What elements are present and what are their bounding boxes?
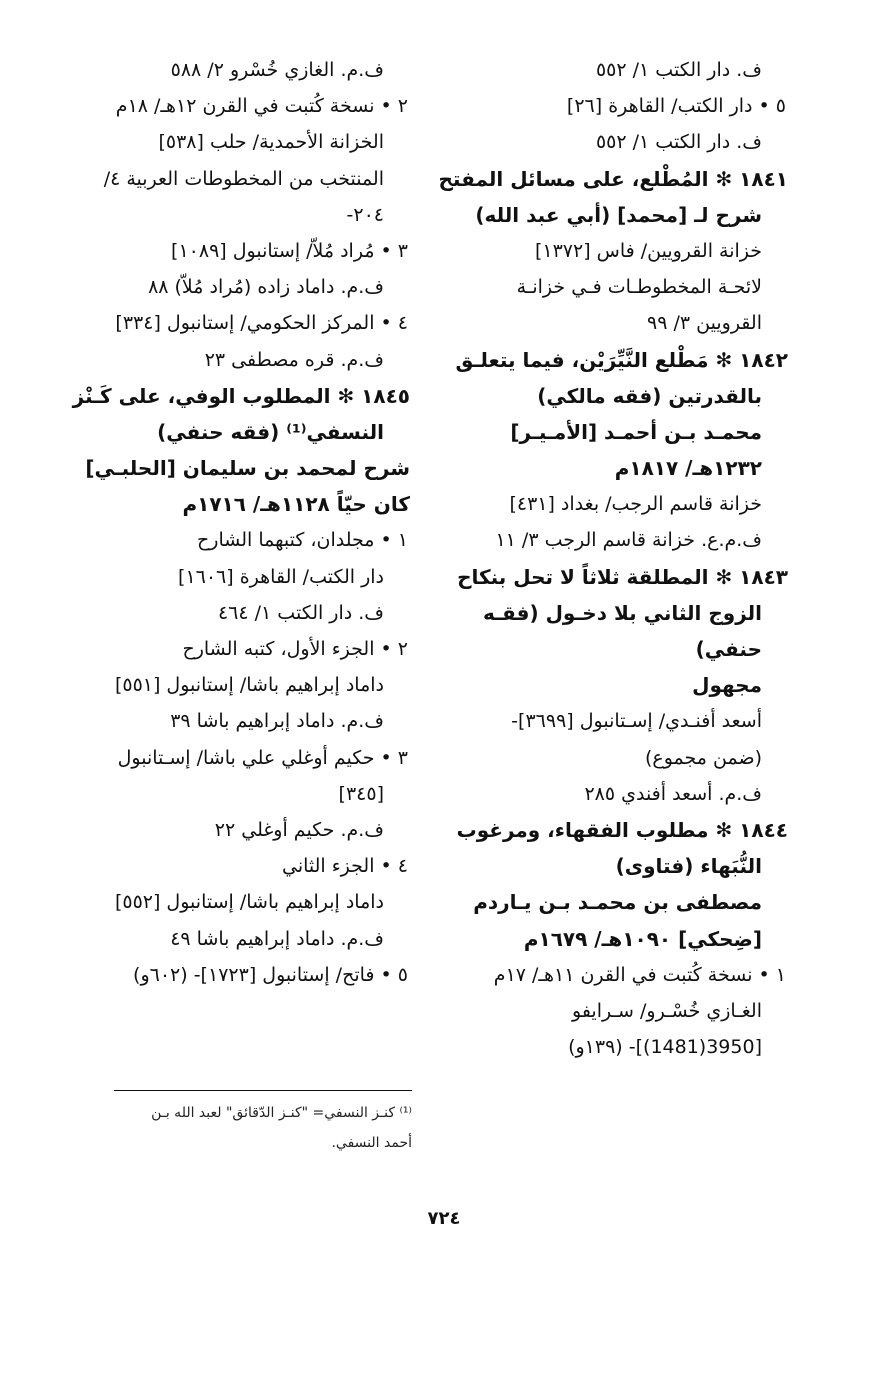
text-line: ف. دار الكتب ١/ ٤٦٤ xyxy=(217,601,384,624)
text-line: (ضمن مجموع) xyxy=(644,746,762,769)
text-line: ١ • مجلدان، كتبهما الشارح xyxy=(197,529,408,552)
text-line: ف.م. الغازي خُسْرو ٢/ ٥٨٨ xyxy=(170,59,384,81)
text-line: ف.م. قره مصطفى ٢٣ xyxy=(204,348,384,371)
text-line: ف.م. داماد إبراهيم باشا ٤٩ xyxy=(170,927,384,950)
text-line: ١٨٤٤ ✻ مطلوب الفقهاء، ومرغوب xyxy=(456,817,788,842)
footnote-line: ⁽¹⁾ كنـز النسفي= "كنـز الدّقائق" لعبد الله بـن xyxy=(151,1105,412,1121)
text-line: الزوج الثاني بلا دخـول (فقـه xyxy=(483,600,762,625)
text-line: ف.م. داماد إبراهيم باشا ٣٩ xyxy=(170,710,384,733)
text-line: ف.م. حكيم أوغلي ٢٢ xyxy=(214,818,384,841)
text-line: شرح لمحمد بن سليمان [الحلبـي] xyxy=(85,456,410,481)
text-line: أسعد أفنـدي/ إسـتانبول [٣٦٩٩]- xyxy=(511,710,762,733)
text-line: مصطفى بن محمـد بـن يـاردم xyxy=(473,890,762,915)
text-line: النُّبَهاء (فتاوى) xyxy=(615,854,762,879)
footnote-line: أحمد النسفي. xyxy=(331,1135,412,1151)
page-number: ٧٢٤ xyxy=(427,1208,461,1229)
text-line: محمـد بـن أحمـد [الأمـيـر] xyxy=(510,419,762,444)
text-line: ١٢٣٢هـ/ ١٨١٧م xyxy=(614,456,762,481)
footnote-separator xyxy=(114,1090,412,1091)
text-line: ١٨٤٣ ✻ المطلقة ثلاثاً لا تحل بنكاح xyxy=(457,564,788,589)
text-line: داماد إبراهيم باشا/ إستانبول [٥٥١] xyxy=(114,674,384,697)
text-line: ١٨٤٥ ✻ المطلوب الوفي، على كَـنْز xyxy=(72,383,410,408)
text-line: ٥ • فاتح/ إستانبول [١٧٢٣]- (٦٠٢و) xyxy=(133,963,408,986)
text-line: ٥ • دار الكتب/ القاهرة [٢٦] xyxy=(566,95,786,118)
text-line: ف. دار الكتب ١/ ٥٥٢ xyxy=(595,59,762,81)
text-line: النسفي⁽¹⁾ (فقه حنفي) xyxy=(157,419,384,444)
text-line: ف. دار الكتب ١/ ٥٥٢ xyxy=(595,131,762,154)
text-line: ٣ • حكيم أوغلي علي باشا/ إسـتانبول xyxy=(117,746,408,769)
text-line: دار الكتب/ القاهرة [١٦٠٦] xyxy=(178,565,384,588)
left-column xyxy=(70,52,410,993)
text-line: خزانة القرويين/ فاس [١٣٧٢] xyxy=(534,239,762,262)
text-line: القرويين ٣/ ٩٩ xyxy=(647,312,762,335)
text-line: ١ • نسخة كُتبت في القرن ١١هـ/ ١٧م xyxy=(493,963,786,986)
text-line: [ضِحكي] ١٠٩٠هـ/ ١٦٧٩م xyxy=(523,926,762,951)
text-line: ١٨٤٢ ✻ مَطْلع النَّيِّرَيْن، فيما يتعلـق xyxy=(455,347,788,372)
footnote xyxy=(72,1098,412,1158)
text-line: بالقدرتين (فقه مالكي) xyxy=(537,383,762,408)
text-line: ٤ • المركز الحكومي/ إستانبول [٣٣٤] xyxy=(115,312,408,335)
right-column xyxy=(438,52,788,1065)
text-line: ف.م.ع. خزانة قاسم الرجب ٣/ ١١ xyxy=(495,529,762,552)
text-line: ف.م. داماد زاده (مُراد مُلاّ) ٨٨ xyxy=(148,276,384,299)
text-line: خزانة قاسم الرجب/ بغداد [٤٣١] xyxy=(509,493,762,516)
text-line: حنفي) xyxy=(695,637,762,661)
text-line: مجهول xyxy=(692,673,762,698)
text-line: شرح لـ [محمد] (أبي عبد الله) xyxy=(475,202,762,227)
text-line: [٣٤٥] xyxy=(338,782,384,805)
text-line: ١٨٤١ ✻ المُطْلع، على مسائل المفتح xyxy=(438,166,788,191)
text-line: ٢ • نسخة كُتبت في القرن ١٢هـ/ ١٨م xyxy=(115,95,408,118)
text-line: كان حيّاً ١١٢٨هـ/ ١٧١٦م xyxy=(182,492,410,517)
text-line: [3950(1481)]- (١٣٩و) xyxy=(568,1036,762,1059)
text-line: لائحـة المخطوطـات فـي خزانـة xyxy=(516,276,762,299)
text-line: ف.م. أسعد أفندي ٢٨٥ xyxy=(584,782,762,805)
text-line: ٢ • الجزء الأول، كتبه الشارح xyxy=(182,638,408,660)
text-line: ٢٠٤- xyxy=(346,203,384,226)
text-line: المنتخب من المخطوطات العربية ٤/ xyxy=(103,167,384,190)
text-line: الخزانة الأحمدية/ حلب [٥٣٨] xyxy=(158,131,384,154)
text-line: ٤ • الجزء الثاني xyxy=(281,855,408,878)
text-line: داماد إبراهيم باشا/ إستانبول [٥٥٢] xyxy=(114,891,384,914)
text-line: ٣ • مُراد مُلاّ/ إستانبول [١٠٨٩] xyxy=(171,239,408,262)
text-line: الغـازي خُسْـرو/ سـرايفو xyxy=(572,999,762,1022)
